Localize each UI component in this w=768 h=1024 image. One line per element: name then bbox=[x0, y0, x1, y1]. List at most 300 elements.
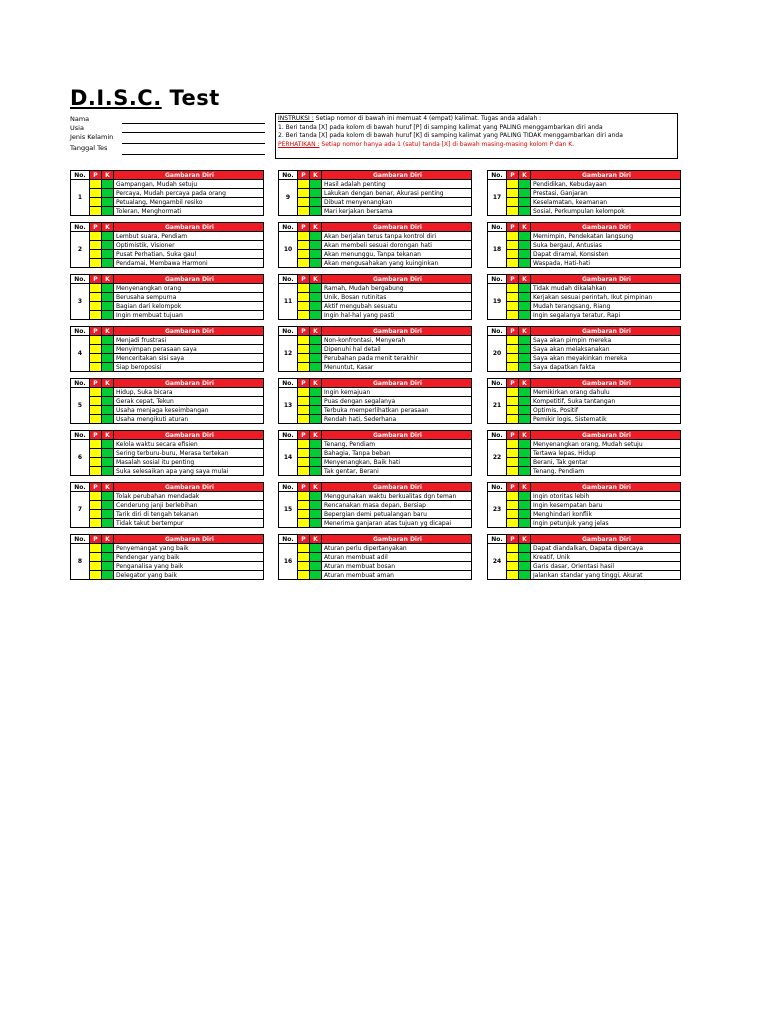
k-checkbox[interactable] bbox=[519, 284, 531, 293]
p-checkbox[interactable] bbox=[90, 232, 102, 241]
k-checkbox[interactable] bbox=[519, 250, 531, 259]
header-k: K bbox=[519, 379, 531, 388]
p-checkbox[interactable] bbox=[298, 415, 310, 424]
statement-row bbox=[279, 458, 472, 467]
header-p: P bbox=[507, 379, 519, 388]
p-checkbox[interactable] bbox=[90, 458, 102, 467]
k-checkbox[interactable] bbox=[102, 250, 114, 259]
p-checkbox[interactable] bbox=[90, 467, 102, 476]
k-checkbox[interactable] bbox=[102, 544, 114, 553]
statement-text: Kreatif, Unik bbox=[531, 553, 681, 562]
p-checkbox[interactable] bbox=[298, 284, 310, 293]
k-checkbox[interactable] bbox=[102, 180, 114, 189]
p-checkbox[interactable] bbox=[90, 311, 102, 320]
k-checkbox[interactable] bbox=[310, 562, 322, 571]
p-checkbox[interactable] bbox=[298, 311, 310, 320]
statement-row bbox=[71, 440, 264, 449]
statement-text: Gampangan, Mudah setuju bbox=[114, 180, 264, 189]
k-checkbox[interactable] bbox=[310, 180, 322, 189]
header-no: No. bbox=[488, 327, 507, 336]
p-checkbox[interactable] bbox=[90, 397, 102, 406]
p-checkbox[interactable] bbox=[507, 293, 519, 302]
form-row-nama bbox=[70, 115, 270, 124]
p-checkbox[interactable] bbox=[298, 345, 310, 354]
identity-form bbox=[70, 115, 270, 155]
header-gambaran-diri: Gambaran Diri bbox=[114, 223, 264, 232]
usia-field[interactable] bbox=[122, 124, 265, 133]
p-checkbox[interactable] bbox=[90, 449, 102, 458]
p-checkbox[interactable] bbox=[298, 458, 310, 467]
k-checkbox[interactable] bbox=[102, 284, 114, 293]
p-checkbox[interactable] bbox=[90, 544, 102, 553]
k-checkbox[interactable] bbox=[102, 354, 114, 363]
p-checkbox[interactable] bbox=[90, 336, 102, 345]
p-checkbox[interactable] bbox=[507, 492, 519, 501]
k-checkbox[interactable] bbox=[310, 467, 322, 476]
header-gambaran-diri: Gambaran Diri bbox=[531, 275, 681, 284]
k-checkbox[interactable] bbox=[102, 553, 114, 562]
k-checkbox[interactable] bbox=[519, 440, 531, 449]
p-checkbox[interactable] bbox=[507, 336, 519, 345]
k-checkbox[interactable] bbox=[102, 501, 114, 510]
k-checkbox[interactable] bbox=[519, 293, 531, 302]
p-checkbox[interactable] bbox=[298, 449, 310, 458]
p-checkbox[interactable] bbox=[90, 562, 102, 571]
header-p: P bbox=[90, 275, 102, 284]
k-checkbox[interactable] bbox=[310, 241, 322, 250]
p-checkbox[interactable] bbox=[507, 363, 519, 372]
p-checkbox[interactable] bbox=[507, 406, 519, 415]
header-no: No. bbox=[488, 379, 507, 388]
statement-row bbox=[488, 449, 681, 458]
k-checkbox[interactable] bbox=[310, 363, 322, 372]
question-group-16 bbox=[278, 534, 472, 580]
p-checkbox[interactable] bbox=[298, 259, 310, 268]
p-checkbox[interactable] bbox=[507, 354, 519, 363]
k-checkbox[interactable] bbox=[310, 293, 322, 302]
k-checkbox[interactable] bbox=[310, 198, 322, 207]
header-no: No. bbox=[488, 223, 507, 232]
header-no: No. bbox=[488, 535, 507, 544]
p-checkbox[interactable] bbox=[298, 406, 310, 415]
k-checkbox[interactable] bbox=[310, 501, 322, 510]
statement-row bbox=[488, 415, 681, 424]
p-checkbox[interactable] bbox=[298, 571, 310, 580]
p-checkbox[interactable] bbox=[507, 467, 519, 476]
p-checkbox[interactable] bbox=[507, 250, 519, 259]
p-checkbox[interactable] bbox=[298, 553, 310, 562]
k-checkbox[interactable] bbox=[102, 397, 114, 406]
p-checkbox[interactable] bbox=[298, 232, 310, 241]
k-checkbox[interactable] bbox=[102, 336, 114, 345]
statement-text: Kompetitif, Suka tantangan bbox=[531, 397, 681, 406]
p-checkbox[interactable] bbox=[298, 397, 310, 406]
p-checkbox[interactable] bbox=[90, 250, 102, 259]
k-checkbox[interactable] bbox=[102, 440, 114, 449]
p-checkbox[interactable] bbox=[507, 232, 519, 241]
k-checkbox[interactable] bbox=[310, 449, 322, 458]
p-checkbox[interactable] bbox=[298, 363, 310, 372]
p-checkbox[interactable] bbox=[298, 354, 310, 363]
k-checkbox[interactable] bbox=[519, 198, 531, 207]
header-k: K bbox=[102, 223, 114, 232]
usia-label: Usia bbox=[70, 124, 84, 132]
k-checkbox[interactable] bbox=[102, 415, 114, 424]
p-checkbox[interactable] bbox=[298, 519, 310, 528]
k-checkbox[interactable] bbox=[519, 492, 531, 501]
k-checkbox[interactable] bbox=[102, 293, 114, 302]
k-checkbox[interactable] bbox=[519, 449, 531, 458]
group-header-row bbox=[488, 379, 681, 388]
k-checkbox[interactable] bbox=[102, 492, 114, 501]
p-checkbox[interactable] bbox=[507, 415, 519, 424]
k-checkbox[interactable] bbox=[102, 189, 114, 198]
p-checkbox[interactable] bbox=[298, 440, 310, 449]
k-checkbox[interactable] bbox=[519, 207, 531, 216]
k-checkbox[interactable] bbox=[519, 259, 531, 268]
statement-text: Aturan membuat aman bbox=[322, 571, 472, 580]
p-checkbox[interactable] bbox=[90, 207, 102, 216]
k-checkbox[interactable] bbox=[102, 458, 114, 467]
p-checkbox[interactable] bbox=[507, 571, 519, 580]
tanggal-tes-field[interactable] bbox=[122, 146, 265, 155]
p-checkbox[interactable] bbox=[507, 207, 519, 216]
k-checkbox[interactable] bbox=[102, 241, 114, 250]
question-group-23 bbox=[487, 482, 681, 528]
p-checkbox[interactable] bbox=[90, 519, 102, 528]
k-checkbox[interactable] bbox=[519, 354, 531, 363]
statement-row bbox=[71, 544, 264, 553]
p-checkbox[interactable] bbox=[507, 510, 519, 519]
k-checkbox[interactable] bbox=[102, 259, 114, 268]
p-checkbox[interactable] bbox=[298, 501, 310, 510]
statement-row bbox=[279, 189, 472, 198]
header-k: K bbox=[102, 171, 114, 180]
statement-text: Ingin hal-hal yang pasti bbox=[322, 311, 472, 320]
statement-text: Ingin segalanya teratur, Rapi bbox=[531, 311, 681, 320]
k-checkbox[interactable] bbox=[519, 232, 531, 241]
statement-row bbox=[488, 397, 681, 406]
statement-row bbox=[279, 207, 472, 216]
jenis-kelamin-label: Jenis Kelamin bbox=[70, 133, 114, 141]
k-checkbox[interactable] bbox=[310, 415, 322, 424]
p-checkbox[interactable] bbox=[90, 345, 102, 354]
k-checkbox[interactable] bbox=[310, 519, 322, 528]
k-checkbox[interactable] bbox=[102, 302, 114, 311]
k-checkbox[interactable] bbox=[519, 544, 531, 553]
k-checkbox[interactable] bbox=[102, 467, 114, 476]
statement-row bbox=[488, 354, 681, 363]
header-p: P bbox=[90, 327, 102, 336]
p-checkbox[interactable] bbox=[90, 354, 102, 363]
p-checkbox[interactable] bbox=[507, 311, 519, 320]
p-checkbox[interactable] bbox=[298, 293, 310, 302]
k-checkbox[interactable] bbox=[310, 510, 322, 519]
header-k: K bbox=[310, 171, 322, 180]
k-checkbox[interactable] bbox=[519, 397, 531, 406]
p-checkbox[interactable] bbox=[298, 544, 310, 553]
statement-text: Tenang, Pendiam bbox=[531, 467, 681, 476]
k-checkbox[interactable] bbox=[519, 501, 531, 510]
header-p: P bbox=[507, 275, 519, 284]
k-checkbox[interactable] bbox=[519, 345, 531, 354]
k-checkbox[interactable] bbox=[102, 406, 114, 415]
group-header-row bbox=[279, 431, 472, 440]
statement-text: Saya akan pimpin mereka bbox=[531, 336, 681, 345]
k-checkbox[interactable] bbox=[102, 311, 114, 320]
statement-text: Usaha mengikuti aturan bbox=[114, 415, 264, 424]
statement-row bbox=[279, 397, 472, 406]
header-k: K bbox=[310, 483, 322, 492]
k-checkbox[interactable] bbox=[310, 544, 322, 553]
k-checkbox[interactable] bbox=[310, 571, 322, 580]
k-checkbox[interactable] bbox=[519, 406, 531, 415]
p-checkbox[interactable] bbox=[507, 553, 519, 562]
statement-text: Sosial, Perkumpulan kelompok bbox=[531, 207, 681, 216]
statement-row bbox=[488, 519, 681, 528]
p-checkbox[interactable] bbox=[507, 189, 519, 198]
header-p: P bbox=[507, 483, 519, 492]
p-checkbox[interactable] bbox=[298, 492, 310, 501]
attention-label: PERHATIKAN : bbox=[278, 140, 320, 148]
k-checkbox[interactable] bbox=[519, 553, 531, 562]
statement-text: Menyenangkan orang, Mudah setuju bbox=[531, 440, 681, 449]
group-number: 9 bbox=[279, 180, 298, 216]
statement-text: Akan berjalan terus tanpa kontrol diri bbox=[322, 232, 472, 241]
p-checkbox[interactable] bbox=[90, 363, 102, 372]
k-checkbox[interactable] bbox=[310, 250, 322, 259]
statement-text: Kelola waktu secara efisien bbox=[114, 440, 264, 449]
k-checkbox[interactable] bbox=[102, 510, 114, 519]
p-checkbox[interactable] bbox=[298, 180, 310, 189]
header-k: K bbox=[519, 171, 531, 180]
group-header-row bbox=[279, 379, 472, 388]
p-checkbox[interactable] bbox=[298, 302, 310, 311]
question-group-4 bbox=[70, 326, 264, 372]
p-checkbox[interactable] bbox=[298, 241, 310, 250]
p-checkbox[interactable] bbox=[298, 250, 310, 259]
statement-text: Keselamatan, keamanan bbox=[531, 198, 681, 207]
p-checkbox[interactable] bbox=[298, 207, 310, 216]
header-k: K bbox=[102, 275, 114, 284]
statement-row bbox=[279, 440, 472, 449]
p-checkbox[interactable] bbox=[507, 449, 519, 458]
k-checkbox[interactable] bbox=[310, 492, 322, 501]
p-checkbox[interactable] bbox=[298, 562, 310, 571]
k-checkbox[interactable] bbox=[519, 571, 531, 580]
p-checkbox[interactable] bbox=[90, 293, 102, 302]
question-group-8 bbox=[70, 534, 264, 580]
k-checkbox[interactable] bbox=[519, 467, 531, 476]
p-checkbox[interactable] bbox=[507, 440, 519, 449]
group-header-row bbox=[279, 327, 472, 336]
k-checkbox[interactable] bbox=[102, 519, 114, 528]
nama-field[interactable] bbox=[122, 115, 265, 124]
question-group-1 bbox=[70, 170, 264, 216]
statement-row bbox=[488, 189, 681, 198]
k-checkbox[interactable] bbox=[519, 189, 531, 198]
k-checkbox[interactable] bbox=[102, 388, 114, 397]
k-checkbox[interactable] bbox=[310, 336, 322, 345]
k-checkbox[interactable] bbox=[102, 198, 114, 207]
header-k: K bbox=[102, 327, 114, 336]
p-checkbox[interactable] bbox=[90, 415, 102, 424]
p-checkbox[interactable] bbox=[90, 440, 102, 449]
statement-row bbox=[279, 293, 472, 302]
statement-text: Aturan perlu dipertanyakan bbox=[322, 544, 472, 553]
k-checkbox[interactable] bbox=[310, 302, 322, 311]
p-checkbox[interactable] bbox=[507, 259, 519, 268]
p-checkbox[interactable] bbox=[90, 259, 102, 268]
k-checkbox[interactable] bbox=[310, 259, 322, 268]
k-checkbox[interactable] bbox=[310, 440, 322, 449]
k-checkbox[interactable] bbox=[102, 363, 114, 372]
statement-row bbox=[488, 207, 681, 216]
p-checkbox[interactable] bbox=[507, 388, 519, 397]
p-checkbox[interactable] bbox=[298, 198, 310, 207]
p-checkbox[interactable] bbox=[507, 180, 519, 189]
statement-text: Ingin membuat tujuan bbox=[114, 311, 264, 320]
p-checkbox[interactable] bbox=[298, 336, 310, 345]
k-checkbox[interactable] bbox=[519, 562, 531, 571]
k-checkbox[interactable] bbox=[102, 571, 114, 580]
jenis-kelamin-field[interactable] bbox=[122, 135, 265, 144]
header-gambaran-diri: Gambaran Diri bbox=[531, 483, 681, 492]
statement-row bbox=[71, 293, 264, 302]
k-checkbox[interactable] bbox=[310, 354, 322, 363]
p-checkbox[interactable] bbox=[90, 241, 102, 250]
header-k: K bbox=[310, 535, 322, 544]
k-checkbox[interactable] bbox=[310, 397, 322, 406]
group-number: 2 bbox=[71, 232, 90, 268]
statement-text: Bepergian demi petualangan baru bbox=[322, 510, 472, 519]
k-checkbox[interactable] bbox=[519, 519, 531, 528]
p-checkbox[interactable] bbox=[507, 302, 519, 311]
statement-text: Suka selesaikan apa yang saya mulai bbox=[114, 467, 264, 476]
statement-text: Tertawa lepas, Hidup bbox=[531, 449, 681, 458]
instruction-line-3: 2. Beri tanda [X] pada kolom di bawah huruf [K] di samping kalimat yang PALING TIDAK menggambarkan diri anda bbox=[278, 132, 623, 139]
p-checkbox[interactable] bbox=[507, 519, 519, 528]
p-checkbox[interactable] bbox=[507, 198, 519, 207]
instruction-label: INSTRUKSI : bbox=[278, 115, 314, 122]
statement-text: Rencanakan masa depan, Bersiap bbox=[322, 501, 472, 510]
k-checkbox[interactable] bbox=[519, 510, 531, 519]
k-checkbox[interactable] bbox=[519, 458, 531, 467]
header-p: P bbox=[90, 223, 102, 232]
statement-text: Pendidikan, Kebudayaan bbox=[531, 180, 681, 189]
k-checkbox[interactable] bbox=[102, 207, 114, 216]
header-no: No. bbox=[71, 535, 90, 544]
header-p: P bbox=[90, 535, 102, 544]
p-checkbox[interactable] bbox=[507, 397, 519, 406]
group-header-row bbox=[279, 483, 472, 492]
k-checkbox[interactable] bbox=[102, 449, 114, 458]
statement-text: Memimpin, Pendekatan langsung bbox=[531, 232, 681, 241]
k-checkbox[interactable] bbox=[519, 180, 531, 189]
p-checkbox[interactable] bbox=[90, 198, 102, 207]
statement-text: Terbuka memperlihatkan perasaan bbox=[322, 406, 472, 415]
k-checkbox[interactable] bbox=[310, 189, 322, 198]
header-gambaran-diri: Gambaran Diri bbox=[531, 379, 681, 388]
k-checkbox[interactable] bbox=[102, 562, 114, 571]
statement-text: Saya akan meyakinkan mereka bbox=[531, 354, 681, 363]
p-checkbox[interactable] bbox=[90, 180, 102, 189]
p-checkbox[interactable] bbox=[298, 510, 310, 519]
group-header-row bbox=[279, 223, 472, 232]
statement-row bbox=[279, 467, 472, 476]
k-checkbox[interactable] bbox=[310, 311, 322, 320]
p-checkbox[interactable] bbox=[90, 302, 102, 311]
statement-text: Mudah terangsang, Riang bbox=[531, 302, 681, 311]
group-header-row bbox=[488, 223, 681, 232]
k-checkbox[interactable] bbox=[519, 241, 531, 250]
k-checkbox[interactable] bbox=[519, 388, 531, 397]
p-checkbox[interactable] bbox=[90, 284, 102, 293]
group-header-row bbox=[279, 535, 472, 544]
p-checkbox[interactable] bbox=[507, 284, 519, 293]
k-checkbox[interactable] bbox=[519, 336, 531, 345]
header-no: No. bbox=[279, 483, 298, 492]
statement-row bbox=[488, 562, 681, 571]
statement-text: Menceritakan sisi saya bbox=[114, 354, 264, 363]
p-checkbox[interactable] bbox=[90, 189, 102, 198]
p-checkbox[interactable] bbox=[507, 544, 519, 553]
p-checkbox[interactable] bbox=[507, 501, 519, 510]
header-gambaran-diri: Gambaran Diri bbox=[531, 223, 681, 232]
k-checkbox[interactable] bbox=[519, 302, 531, 311]
p-checkbox[interactable] bbox=[90, 571, 102, 580]
statement-row bbox=[279, 311, 472, 320]
statement-row bbox=[71, 241, 264, 250]
header-k: K bbox=[519, 327, 531, 336]
p-checkbox[interactable] bbox=[298, 388, 310, 397]
k-checkbox[interactable] bbox=[310, 388, 322, 397]
p-checkbox[interactable] bbox=[507, 241, 519, 250]
p-checkbox[interactable] bbox=[298, 189, 310, 198]
statement-text: Mari kerjakan bersama bbox=[322, 207, 472, 216]
p-checkbox[interactable] bbox=[507, 458, 519, 467]
k-checkbox[interactable] bbox=[310, 345, 322, 354]
p-checkbox[interactable] bbox=[90, 510, 102, 519]
k-checkbox[interactable] bbox=[519, 311, 531, 320]
k-checkbox[interactable] bbox=[102, 232, 114, 241]
statement-row bbox=[488, 388, 681, 397]
group-number: 18 bbox=[488, 232, 507, 268]
k-checkbox[interactable] bbox=[519, 363, 531, 372]
statement-row bbox=[488, 302, 681, 311]
k-checkbox[interactable] bbox=[519, 415, 531, 424]
p-checkbox[interactable] bbox=[90, 406, 102, 415]
p-checkbox[interactable] bbox=[507, 562, 519, 571]
k-checkbox[interactable] bbox=[310, 207, 322, 216]
k-checkbox[interactable] bbox=[310, 232, 322, 241]
p-checkbox[interactable] bbox=[90, 388, 102, 397]
k-checkbox[interactable] bbox=[102, 345, 114, 354]
k-checkbox[interactable] bbox=[310, 458, 322, 467]
k-checkbox[interactable] bbox=[310, 284, 322, 293]
p-checkbox[interactable] bbox=[298, 467, 310, 476]
statement-text: Bagian dari kelompok bbox=[114, 302, 264, 311]
statement-row bbox=[488, 241, 681, 250]
p-checkbox[interactable] bbox=[90, 553, 102, 562]
k-checkbox[interactable] bbox=[310, 553, 322, 562]
p-checkbox[interactable] bbox=[507, 345, 519, 354]
p-checkbox[interactable] bbox=[90, 492, 102, 501]
k-checkbox[interactable] bbox=[310, 406, 322, 415]
p-checkbox[interactable] bbox=[90, 501, 102, 510]
header-k: K bbox=[519, 275, 531, 284]
group-header-row bbox=[71, 275, 264, 284]
